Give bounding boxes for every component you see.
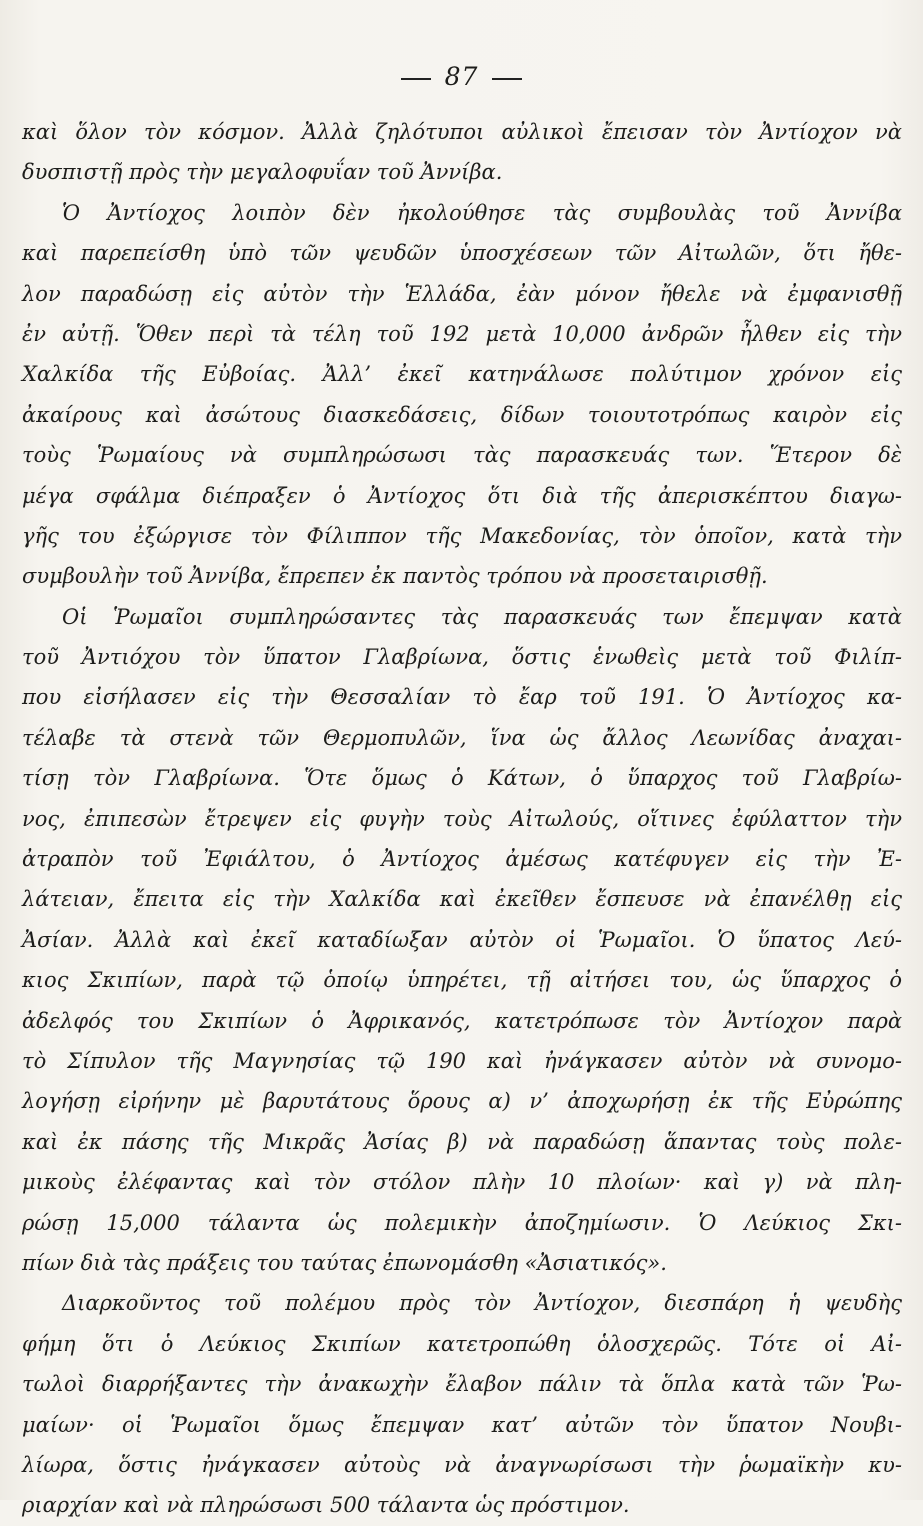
text-line: καὶ ὅλον τὸν κόσμον. Ἀλλὰ ζηλότυποι αὐλικοὶ ἔπεισαν τὸν Ἀντίοχον νὰ bbox=[22, 120, 902, 144]
text-line: λάτειαν, ἔπειτα εἰς τὴν Χαλκίδα καὶ ἐκεῖθεν ἔσπευσε νὰ ἐπανέλθῃ εἰς bbox=[22, 887, 902, 912]
text-line: τίσῃ τὸν Γλαβρίωνα. Ὅτε ὅμως ὁ Κάτων, ὁ ὕπαρχος τοῦ Γλαβρίω- bbox=[22, 766, 902, 791]
text-line: καὶ ἐκ πάσης τῆς Μικρᾶς Ἀσίας β) νὰ παραδώσῃ ἅπαντας τοὺς πολε- bbox=[22, 1129, 902, 1154]
text-line: λον παραδώσῃ εἰς αὐτὸν τὴν Ἑλλάδα, ἐὰν μόνον ἤθελε νὰ ἐμφανισθῇ bbox=[22, 281, 902, 306]
text-line: λίωρα, ὅστις ἠνάγκασεν αὐτοὺς νὰ ἀναγνωρίσωσι τὴν ῥωμαϊκὴν κυ- bbox=[22, 1452, 902, 1477]
text-line: Διαρκοῦντος τοῦ πολέμου πρὸς τὸν Ἀντίοχον, διεσπάρη ἡ ψευδὴς bbox=[62, 1291, 902, 1316]
text-line: ἀκαίρους καὶ ἀσώτους διασκεδάσεις, δίδων τοιουτοτρόπως καιρὸν εἰς bbox=[22, 402, 902, 427]
text-line: κιος Σκιπίων, παρὰ τῷ ὁποίῳ ὑπηρέτει, τῇ αἰτήσει του, ὡς ὕπαρχος ὁ bbox=[22, 968, 902, 993]
text-line: δυσπιστῇ πρὸς τὴν μεγαλοφυΐαν τοῦ Ἀννίβα. bbox=[22, 160, 503, 185]
page-number-right-dash bbox=[492, 78, 522, 80]
text-line: ἀδελφός του Σκιπίων ὁ Ἀφρικανός, κατετρόπωσε τὸν Ἀντίοχον παρὰ bbox=[22, 1008, 902, 1033]
text-line: συμβουλὴν τοῦ Ἀννίβα, ἔπρεπεν ἐκ παντὸς τρόπου νὰ προσεταιρισθῇ. bbox=[22, 564, 768, 589]
text-line: ρώσῃ 15,000 τάλαντα ὡς πολεμικὴν ἀποζημίωσιν. Ὁ Λεύκιος Σκι- bbox=[22, 1210, 902, 1235]
text-line: νος, ἐπιπεσὼν ἔτρεψεν εἰς φυγὴν τοὺς Αἰτωλούς, οἵτινες ἐφύλαττον τὴν bbox=[22, 806, 902, 831]
text-line: φήμη ὅτι ὁ Λεύκιος Σκιπίων κατετροπώθη ὁλοσχερῶς. Τότε οἱ Αἰ- bbox=[22, 1331, 902, 1356]
text-line: μέγα σφάλμα διέπραξεν ὁ Ἀντίοχος ὅτι διὰ τῆς ἀπερισκέπτου διαγω- bbox=[22, 483, 902, 508]
page-number bbox=[0, 62, 923, 91]
text-line: τωλοὶ διαρρήξαντες τὴν ἀνακωχὴν ἔλαβον πάλιν τὰ ὅπλα κατὰ τῶν Ῥω- bbox=[22, 1372, 902, 1397]
text-line: Οἱ Ῥωμαῖοι συμπληρώσαντες τὰς παρασκευάς των ἔπεμψαν κατὰ bbox=[62, 604, 902, 629]
text-line: τέλαβε τὰ στενὰ τῶν Θερμοπυλῶν, ἵνα ὡς ἄλλος Λεωνίδας ἀναχαι- bbox=[22, 725, 902, 750]
text-line: καὶ παρεπείσθη ὑπὸ τῶν ψευδῶν ὑποσχέσεων τῶν Αἰτωλῶν, ὅτι ἤθε- bbox=[22, 241, 902, 266]
text-line: τοῦ Ἀντιόχου τὸν ὕπατον Γλαβρίωνα, ὅστις ἑνωθεὶς μετὰ τοῦ Φιλίπ- bbox=[22, 645, 902, 670]
text-line: ριαρχίαν καὶ νὰ πληρώσωσι 500 τάλαντα ὡς πρόστιμον. bbox=[22, 1493, 630, 1518]
text-line: που εἰσήλασεν εἰς τὴν Θεσσαλίαν τὸ ἔαρ τοῦ 191. Ὁ Ἀντίοχος κα- bbox=[22, 685, 902, 710]
text-line: μαίων· οἱ Ῥωμαῖοι ὅμως ἔπεμψαν κατ’ αὐτῶν τὸν ὕπατον Νουβι- bbox=[22, 1412, 902, 1437]
text-line: Ἀσίαν. Ἀλλὰ καὶ ἐκεῖ καταδίωξαν αὐτὸν οἱ Ῥωμαῖοι. Ὁ ὕπατος Λεύ- bbox=[22, 927, 902, 952]
text-line: Χαλκίδα τῆς Εὐβοίας. Ἀλλ’ ἐκεῖ κατηνάλωσε πολύτιμον χρόνον εἰς bbox=[22, 362, 902, 387]
page-number-left-dash bbox=[401, 78, 431, 80]
text-line: τοὺς Ῥωμαίους νὰ συμπληρώσωσι τὰς παρασκευάς των. Ἕτερον δὲ bbox=[22, 443, 902, 468]
text-line: τὸ Σίπυλον τῆς Μαγνησίας τῷ 190 καὶ ἠνάγκασεν αὐτὸν νὰ συνομο- bbox=[22, 1048, 902, 1073]
text-line: γῆς του ἐξώργισε τὸν Φίλιππον τῆς Μακεδονίας, τὸν ὁποῖον, κατὰ τὴν bbox=[22, 523, 902, 548]
text-line: ἐν αὐτῇ. Ὅθεν περὶ τὰ τέλη τοῦ 192 μετὰ 10,000 ἀνδρῶν ἦλθεν εἰς τὴν bbox=[22, 321, 902, 346]
text-line: μικοὺς ἐλέφαντας καὶ τὸν στόλον πλὴν 10 πλοίων· καὶ γ) νὰ πλη- bbox=[22, 1170, 902, 1195]
text-line: λογήσῃ εἰρήνην μὲ βαρυτάτους ὅρους α) ν’ ἀποχωρήσῃ ἐκ τῆς Εὐρώπης bbox=[22, 1089, 902, 1114]
text-line: πίων διὰ τὰς πράξεις του ταύτας ἐπωνομάσθη «Ἀσιατικός». bbox=[22, 1250, 667, 1275]
text-line: Ὁ Ἀντίοχος λοιπὸν δὲν ἠκολούθησε τὰς συμβουλὰς τοῦ Ἀννίβα bbox=[62, 200, 902, 225]
body-text bbox=[22, 112, 902, 1526]
text-line: ἀτραπὸν τοῦ Ἐφιάλτου, ὁ Ἀντίοχος ἀμέσως κατέφυγεν εἰς τὴν Ἐ- bbox=[22, 847, 902, 872]
page-number-value: 87 bbox=[444, 62, 479, 91]
